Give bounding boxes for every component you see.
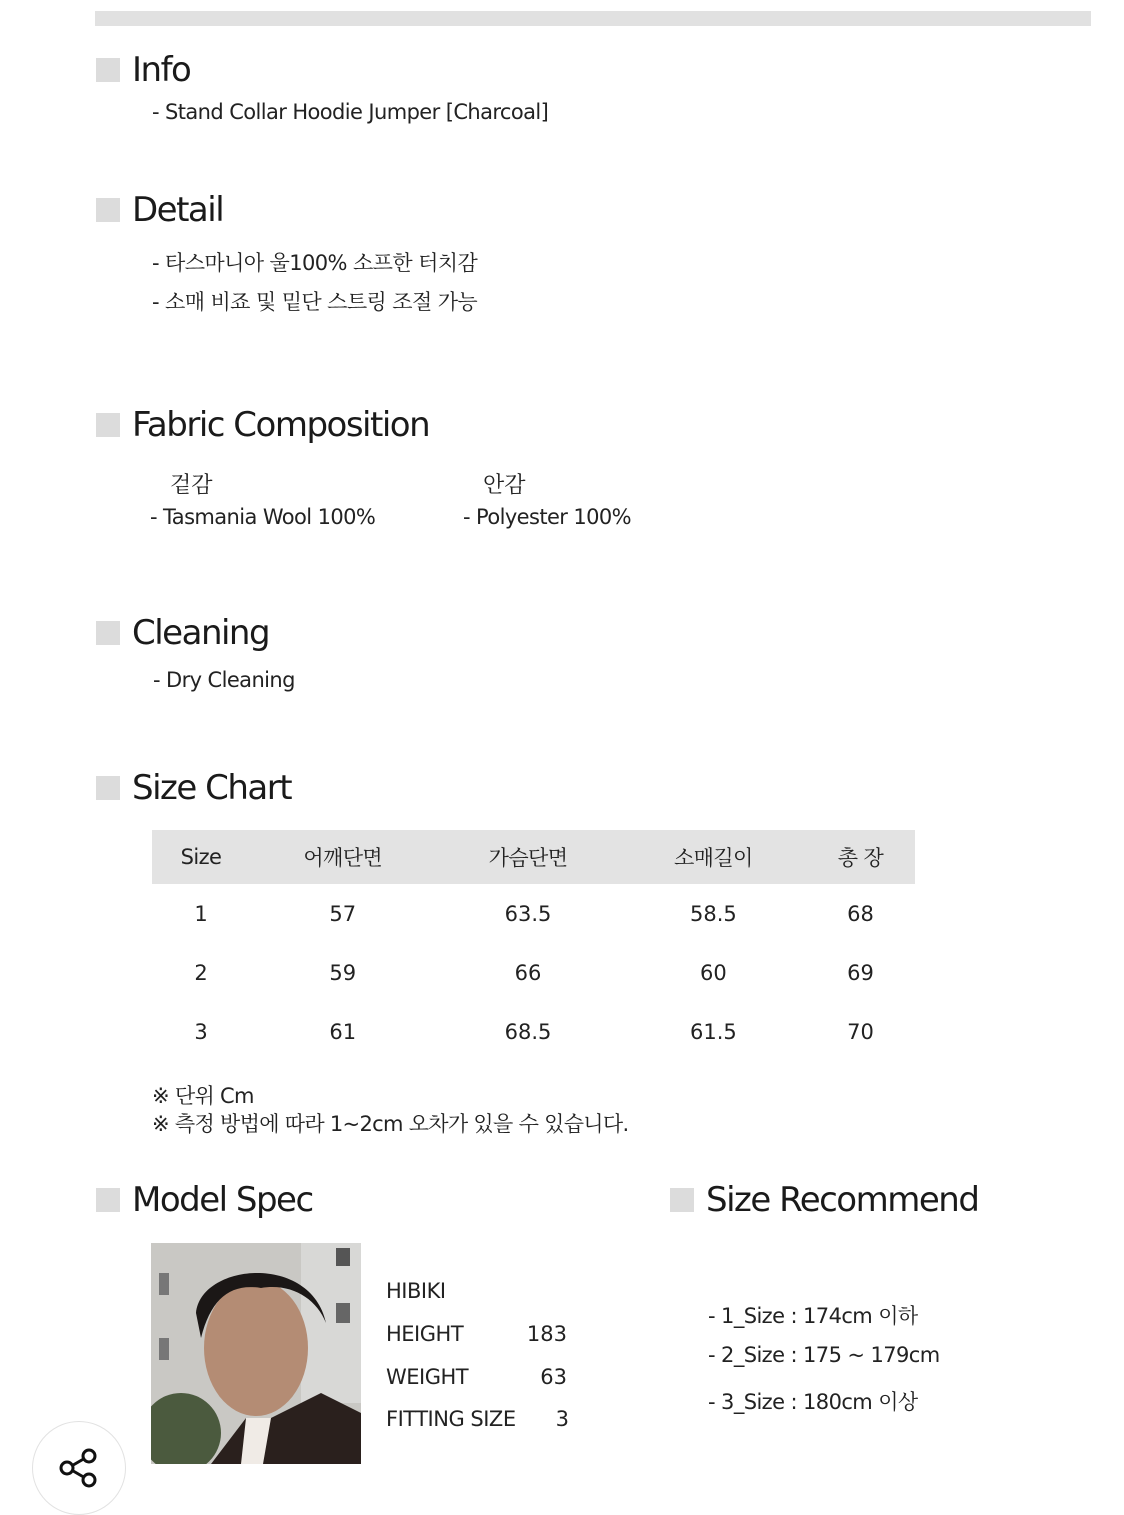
- cell: 68: [847, 901, 874, 926]
- bullet-square-icon: [96, 1188, 120, 1212]
- size-note-tolerance: ※ 측정 방법에 따라 1~2cm 오차가 있을 수 있습니다.: [152, 1112, 629, 1136]
- bullet-square-icon: [96, 413, 120, 437]
- fabric-outer-value: - Tasmania Wool 100%: [150, 505, 376, 529]
- header-chest: 가슴단면: [435, 830, 620, 884]
- model-spec-title-text: Model Spec: [132, 1180, 313, 1220]
- cleaning-title-text: Cleaning: [132, 613, 270, 653]
- section-size-recommend-title: [670, 1180, 978, 1220]
- table-row: [152, 943, 915, 1002]
- model-fitting-label: FITTING SIZE: [386, 1407, 516, 1431]
- model-height-value: 183: [526, 1322, 567, 1346]
- section-detail-title: [96, 190, 223, 230]
- size-chart-header-row: [152, 830, 915, 884]
- info-title-text: Info: [132, 50, 191, 90]
- size-chart-table: [152, 830, 915, 1061]
- size-recommend-item: - 1_Size : 174cm 이하: [708, 1304, 918, 1328]
- cell: 69: [847, 960, 874, 985]
- section-cleaning-title: [96, 613, 269, 653]
- model-fitting-value: 3: [555, 1407, 569, 1431]
- bullet-square-icon: [96, 58, 120, 82]
- fabric-outer-label: 겉감: [170, 473, 213, 498]
- size-chart-title-text: Size Chart: [132, 768, 292, 808]
- bullet-square-icon: [96, 198, 120, 222]
- cell: 60: [700, 960, 727, 985]
- section-model-spec-title: [96, 1180, 313, 1220]
- table-row: [152, 1002, 915, 1061]
- model-photo: [151, 1243, 361, 1464]
- model-height-label: HEIGHT: [386, 1322, 464, 1346]
- section-fabric-title: [96, 405, 429, 445]
- cell: 3: [194, 1019, 208, 1044]
- bullet-square-icon: [96, 776, 120, 800]
- top-divider-bar: [95, 11, 1091, 26]
- share-icon: [56, 1445, 102, 1491]
- cell: 58.5: [689, 901, 737, 926]
- share-button[interactable]: [32, 1421, 126, 1515]
- cell: 68.5: [504, 1019, 552, 1044]
- header-sleeve: 소매길이: [621, 830, 806, 884]
- model-weight-value: 63: [540, 1365, 567, 1389]
- bullet-square-icon: [670, 1188, 694, 1212]
- cell: 63.5: [504, 901, 552, 926]
- cell: 66: [514, 960, 542, 985]
- section-info-title: [96, 50, 190, 90]
- fabric-inner-label: 안감: [483, 473, 526, 498]
- detail-item: - 소매 비죠 및 밑단 스트링 조절 가능: [152, 290, 478, 314]
- detail-item: - 타스마니아 울100% 소프한 터치감: [152, 251, 478, 275]
- model-weight-label: WEIGHT: [386, 1365, 469, 1389]
- header-length: 총 장: [806, 830, 915, 884]
- model-portrait-image: [151, 1243, 361, 1464]
- fabric-inner-value: - Polyester 100%: [463, 505, 632, 529]
- cell: 61: [329, 1019, 357, 1044]
- cleaning-item: - Dry Cleaning: [153, 668, 295, 692]
- fabric-title-text: Fabric Composition: [132, 405, 430, 445]
- size-recommend-item: - 3_Size : 180cm 이상: [708, 1390, 918, 1414]
- info-product-name: - Stand Collar Hoodie Jumper [Charcoal]: [152, 100, 549, 124]
- bullet-square-icon: [96, 621, 120, 645]
- size-recommend-item: - 2_Size : 175 ~ 179cm: [708, 1343, 940, 1367]
- cell: 70: [847, 1019, 874, 1044]
- detail-title-text: Detail: [132, 190, 224, 230]
- header-shoulder: 어깨단면: [250, 830, 435, 884]
- cell: 1: [194, 901, 208, 926]
- table-row: [152, 884, 915, 943]
- header-size: Size: [152, 830, 250, 884]
- size-recommend-title-text: Size Recommend: [706, 1180, 979, 1220]
- cell: 2: [194, 960, 208, 985]
- section-size-chart-title: [96, 768, 291, 808]
- cell: 61.5: [689, 1019, 737, 1044]
- cell: 57: [329, 901, 357, 926]
- cell: 59: [329, 960, 357, 985]
- model-name: HIBIKI: [386, 1279, 446, 1303]
- size-note-unit: ※ 단위 Cm: [152, 1084, 254, 1108]
